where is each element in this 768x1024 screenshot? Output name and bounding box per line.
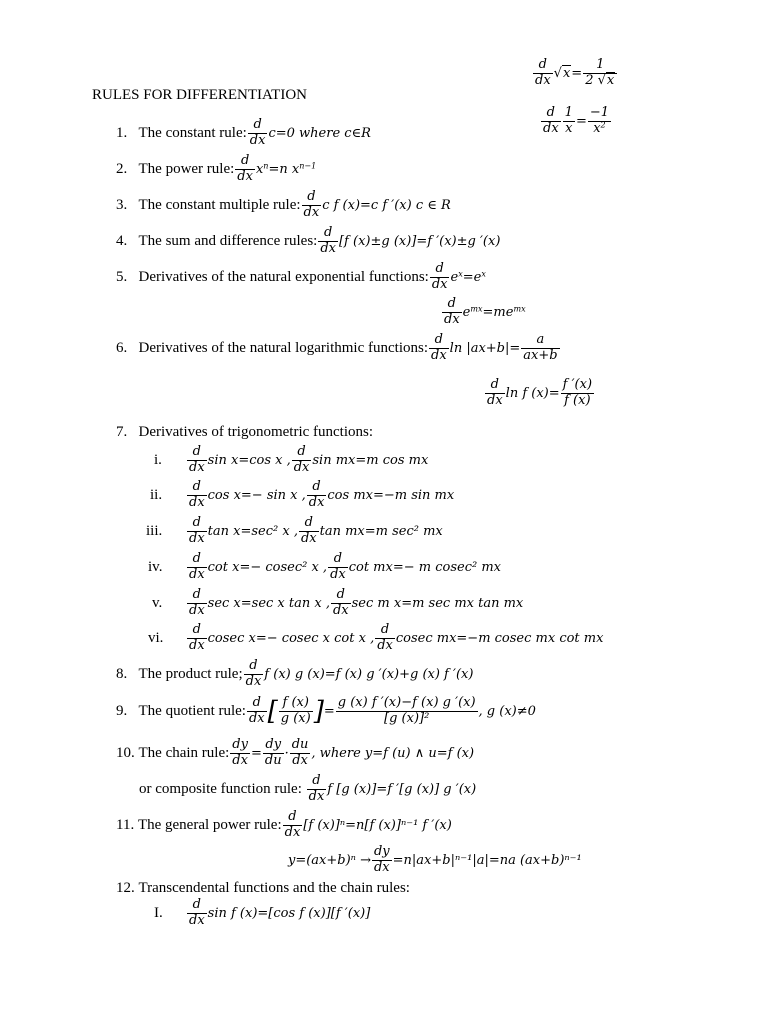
sqrt-derivative-formula: $\frac{d}{dx}$ √x= $\frac{1}{2 √x}$: [532, 58, 618, 89]
trig-item: vi. $\frac{d}{dx}$ cosec x=− cosec x cot x , $\frac{d}{dx}$ cosec mx=−m cosec mx cot mx: [148, 622, 604, 653]
rule-7: 7. Derivatives of trigonometric functions:: [116, 424, 374, 440]
rule-12: 12. Transcendental functions and the chain rules:: [116, 880, 410, 896]
rule-10-line-2: or composite function rule: $\frac{d}{dx}$ f [g (x)]=f ′[g (x)] g ′(x): [139, 773, 477, 804]
transcendental-item: I. $\frac{d}{dx}$ sin f (x)=[cos f (x)][f ′(x)]: [154, 897, 371, 928]
trig-item: iv. $\frac{d}{dx}$ cot x=− cosec² x , $\frac{d}{dx}$ cot mx=− m cosec² mx: [148, 551, 501, 582]
rule-6: 6. Derivatives of the natural logarithmic functions: $\frac{d}{dx}$ ln |ax+b|= $\frac{a}{ax+b}$: [116, 332, 558, 363]
rule-4: 4. The sum and difference rules: $\frac{d}{dx}$ [f (x)±g (x)]=f ′(x)±g ′(x): [116, 225, 501, 256]
rule-9: 9. The quotient rule: $\frac{d}{dx}$ [ $\frac{f (x)}{g (x)}$ ]= $\frac{g (x) f '(x)-f (x) g '(x)}{\text{[g (x)]²}}$ , g (x)≠0: [116, 695, 536, 727]
rule-1: 1. The constant rule: $\frac{d}{dx}$ c=0 where c∈R: [116, 117, 371, 148]
trig-item: ii. $\frac{d}{dx}$ cos x=− sin x , $\frac{d}{dx}$ cos mx=−m sin mx: [150, 479, 455, 510]
rule-5: 5. Derivatives of the natural exponential functions: $\frac{d}{dx}$ $e^x=e^x$: [116, 261, 486, 292]
rule-6-line-2: $\frac{d}{dx}$ ln f (x)= $\frac{f '(x)}{f (x)}$: [487, 377, 593, 408]
rule-2: 2. The power rule: $\frac{d}{dx}$ $x^n=n$ $x^{n-1}$: [116, 153, 317, 184]
rule-5-line-2: $\frac{d}{dx}$ $e^{mx}=me^{mx}$: [444, 296, 526, 327]
trig-item: iii. $\frac{d}{dx}$ tan x=sec² x , $\frac{d}{dx}$ tan mx=m sec² mx: [146, 515, 443, 546]
rule-3: 3. The constant multiple rule: $\frac{d}{dx}$ c f (x)=c f ′(x) c ∈ R: [116, 189, 451, 220]
page-title: RULES FOR DIFFERENTIATION: [92, 87, 308, 103]
trig-item: i. $\frac{d}{dx}$ sin x=cos x , $\frac{d}{dx}$ sin mx=m cos mx: [154, 444, 429, 475]
reciprocal-derivative-formula: $\frac{d}{dx}$ $\frac{1}{x}$ = $\frac{-1}{x^2}$: [543, 105, 610, 136]
rule-11: 11. The general power rule: $\frac{d}{dx}$ [f (x)]ⁿ=n[f (x)]ⁿ⁻¹ f ′(x): [116, 809, 452, 840]
rule-11-line-2: y=(ax+b)ⁿ → $\frac{dy}{dx}$ =n|ax+b|ⁿ⁻¹|a|=na (ax+b)ⁿ⁻¹: [288, 844, 582, 875]
rule-10: 10. The chain rule: $\frac{dy}{dx}$ = $\frac{dy}{du}$ · $\frac{du}{dx}$ , where y=f (u) ∧ u=f (x): [116, 737, 475, 768]
rule-8: 8. The product rule; $\frac{d}{dx}$ f (x) g (x)=f (x) g ′(x)+g (x) f ′(x): [116, 658, 474, 689]
trig-item: v. $\frac{d}{dx}$ sec x=sec x tan x , $\frac{d}{dx}$ sec m x=m sec mx tan mx: [152, 587, 524, 618]
